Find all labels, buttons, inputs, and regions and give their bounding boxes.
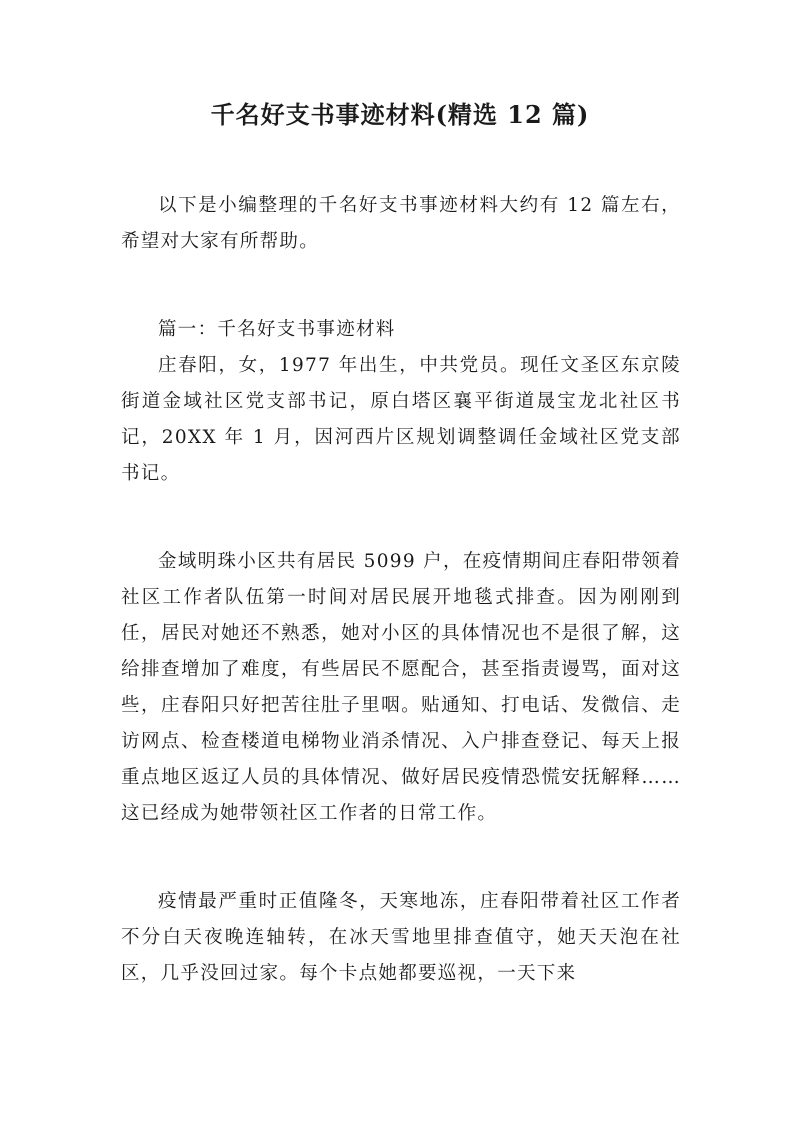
body-paragraph-2: 金域明珠小区共有居民 5099 户，在疫情期间庄春阳带领着社区工作者队伍第一时间对居民展开地毯式排查。因为刚刚到任，居民对她还不熟悉，她对小区的具体情况也不是很了解，这给排查增加了难度，有些居民不愿配合，甚至指责谩骂，面对这些，庄春阳只好把苦往肚子里咽。贴通知、打电话、发微信、走访网点、检查楼道电梯物业消杀情况、入户排查登记、每天上报重点地区返辽人员的具体情况、做好居民疫情恐慌安抚解释……这已经成为她带领社区工作者的日常工作。 bbox=[121, 551, 681, 824]
body-paragraph-3: 疫情最严重时正值隆冬，天寒地冻，庄春阳带着社区工作者不分白天夜晚连轴转，在冰天雪地里排查值守，她天天泡在社区，几乎没回过家。每个卡点她都要巡视，一天下来 bbox=[121, 891, 681, 984]
section-heading: 篇一：千名好支书事迹材料 bbox=[158, 319, 396, 340]
spacer bbox=[121, 260, 681, 312]
intro-paragraph: 以下是小编整理的千名好支书事迹材料大约有 12 篇左右，希望对大家有所帮助。 bbox=[121, 195, 681, 252]
spacer bbox=[121, 832, 681, 884]
body-paragraph-1: 庄春阳，女，1977 年出生，中共党员。现任文圣区东京陵街道金域社区党支部书记，原白塔区襄平街道晟宝龙北社区书记，20XX 年 1 月，因河西片区规划调整调任金域社区党支部书记。 bbox=[121, 355, 681, 484]
document-title: 千名好支书事迹材料(精选 12 篇) bbox=[210, 100, 590, 129]
document-body bbox=[121, 188, 681, 992]
spacer bbox=[121, 492, 681, 544]
